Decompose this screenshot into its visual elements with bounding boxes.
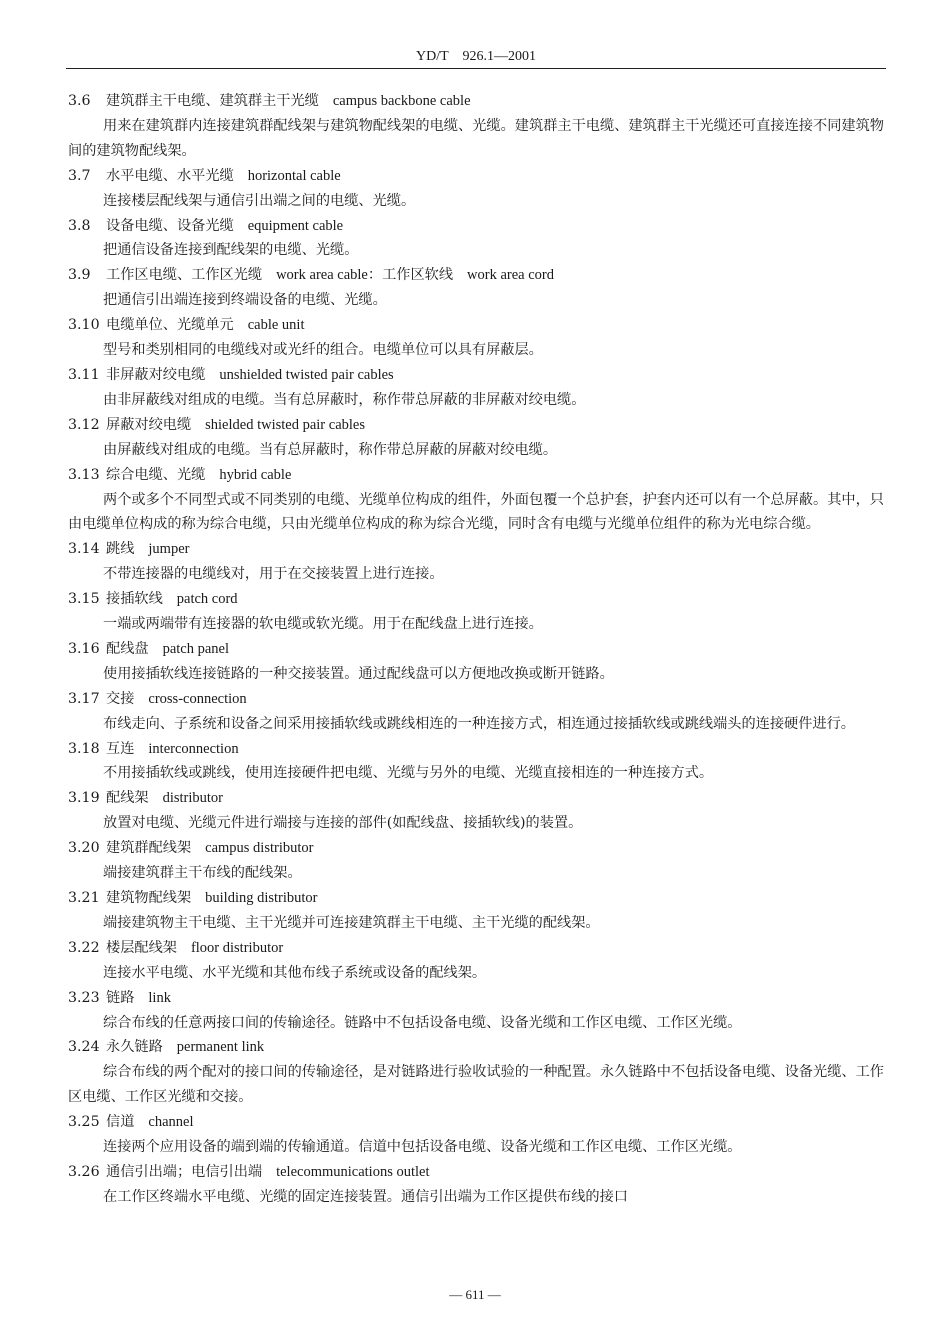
term-heading xyxy=(68,413,884,438)
term-definition: 由屏蔽线对组成的电缆。当有总屏蔽时，称作带总屏蔽的屏蔽对绞电缆。 xyxy=(103,441,558,458)
term-heading xyxy=(68,587,884,612)
term-number: 3.12 xyxy=(68,416,100,433)
term-number: 3.7 xyxy=(68,167,91,184)
term-number: 3.13 xyxy=(68,466,100,483)
term-heading xyxy=(68,214,884,239)
term-number: 3.24 xyxy=(68,1039,100,1056)
term-number: 3.26 xyxy=(68,1163,100,1180)
page-footer xyxy=(0,1284,950,1306)
term-chinese: 电缆单位、光缆单元 xyxy=(106,317,234,334)
term-english: interconnection xyxy=(148,740,239,757)
term-chinese: 互连 xyxy=(106,740,135,757)
term-chinese: 建筑物配线架 xyxy=(106,890,192,906)
term-chinese: 配线架 xyxy=(106,790,149,807)
term-definition: 不用接插软线或跳线，使用连接硬件把电缆、光缆与另外的电缆、光缆直接相连的一种连接方式。 xyxy=(103,765,714,782)
term-number: 3.10 xyxy=(68,317,100,334)
document-code: YD/T 926.1—2001 xyxy=(416,49,536,64)
page-number: — 611 — xyxy=(449,1287,501,1302)
term-number: 3.19 xyxy=(68,790,100,807)
term-english: campus backbone cable xyxy=(332,93,471,109)
term-separator: ： xyxy=(367,267,383,284)
term-english: telecommunications outlet xyxy=(276,1163,430,1180)
term-heading xyxy=(68,637,884,662)
term-chinese: 通信引出端；电信引出端 xyxy=(106,1163,263,1180)
term-chinese: 跳线 xyxy=(106,541,135,558)
term-chinese: 设备电缆、设备光缆 xyxy=(106,217,234,234)
term-english: campus distributor xyxy=(205,840,314,857)
term-heading xyxy=(68,986,884,1011)
term-definition: 布线走向、子系统和设备之间采用接插软线或跳线相连的一种连接方式，相连通过接插软线或跳线端头的连接硬件进行。 xyxy=(103,715,855,732)
terms-content xyxy=(68,89,884,1210)
term-number: 3.9 xyxy=(68,267,91,284)
term-english: channel xyxy=(148,1114,194,1131)
term-english: shielded twisted pair cables xyxy=(205,416,365,433)
term-chinese: 永久链路 xyxy=(106,1039,163,1056)
term-heading xyxy=(68,263,884,288)
term-heading xyxy=(68,313,884,338)
term-chinese: 非屏蔽对绞电缆 xyxy=(106,366,206,383)
term-chinese: 水平电缆、水平光缆 xyxy=(106,167,234,184)
term-heading xyxy=(68,737,884,762)
term-heading xyxy=(68,164,884,189)
term-definition: 连接水平电缆、水平光缆和其他布线子系统或设备的配线架。 xyxy=(103,964,487,981)
term-chinese: 交接 xyxy=(106,690,135,707)
term-chinese: 信道 xyxy=(106,1114,135,1131)
term-english: link xyxy=(148,989,171,1006)
term-english: unshielded twisted pair cables xyxy=(219,366,394,383)
term-english: permanent link xyxy=(176,1039,265,1056)
term-english: patch panel xyxy=(162,640,230,657)
term-heading xyxy=(68,1110,884,1135)
term-english: building distributor xyxy=(205,890,318,906)
term-chinese: 楼层配线架 xyxy=(106,939,177,956)
term-english: work area cable xyxy=(276,267,368,284)
term-heading xyxy=(68,936,884,961)
term-chinese: 建筑群主干电缆、建筑群主干光缆 xyxy=(106,93,319,109)
term-english: hybrid cable xyxy=(219,466,292,483)
term-english: cross-connection xyxy=(148,690,247,707)
term-definition: 用来在建筑群内连接建筑群配线架与建筑物配线架的电缆、光缆。建筑群主干电缆、建筑群主干光缆还可直接连接不同建筑物间的建筑物配线架。 xyxy=(68,117,884,159)
term-definition: 两个或多个不同型式或不同类别的电缆、光缆单位构成的组件，外面包覆一个总护套，护套内还可以有一个总屏蔽。其中，只由电缆单位构成的称为综合电缆，只由光缆单位构成的称为综合光缆，同时含有电缆与光缆单位组件的称为光电综合缆。 xyxy=(68,491,884,533)
term-definition: 综合布线的两个配对的接口间的传输途径，是对链路进行验收试验的一种配置。永久链路中不包括设备电缆、设备光缆、工作区电缆、工作区光缆和交接。 xyxy=(68,1064,884,1106)
term-definition: 综合布线的任意两接口间的传输途径。链路中不包括设备电缆、设备光缆和工作区电缆、工作区光缆。 xyxy=(103,1014,742,1031)
term-heading xyxy=(68,363,884,388)
term-number: 3.11 xyxy=(68,366,100,383)
term-heading xyxy=(68,786,884,811)
term-definition: 连接两个应用设备的端到端的传输通道。信道中包括设备电缆、设备光缆和工作区电缆、工作区光缆。 xyxy=(103,1139,742,1156)
term-english: floor distributor xyxy=(190,939,284,956)
term-english: horizontal cable xyxy=(247,167,341,184)
term-number: 3.21 xyxy=(68,890,100,906)
term-number: 3.17 xyxy=(68,690,100,707)
term-heading xyxy=(68,1160,884,1185)
term-english: distributor xyxy=(162,790,223,807)
term-definition: 在工作区终端水平电缆、光缆的固定连接装置。通信引出端为工作区提供布线的接口 xyxy=(103,1188,628,1205)
page-header xyxy=(66,46,886,68)
term-chinese: 建筑群配线架 xyxy=(106,840,192,857)
term-number: 3.15 xyxy=(68,591,100,608)
term-definition: 一端或两端带有连接器的软电缆或软光缆。用于在配线盘上进行连接。 xyxy=(103,616,543,633)
term-definition: 把通信设备连接到配线架的电缆、光缆。 xyxy=(103,242,359,259)
term-definition: 连接楼层配线架与通信引出端之间的电缆、光缆。 xyxy=(103,192,416,209)
term-definition: 型号和类别相同的电缆线对或光纤的组合。电缆单位可以具有屏蔽层。 xyxy=(103,342,543,359)
term-english: cable unit xyxy=(247,317,305,334)
term-definition: 把通信引出端连接到终端设备的电缆、光缆。 xyxy=(103,292,387,309)
term-heading xyxy=(68,886,884,911)
term-number: 3.6 xyxy=(68,93,91,109)
term-number: 3.18 xyxy=(68,740,100,757)
term-definition: 端接建筑物主干电缆、主干光缆并可连接建筑群主干电缆、主干光缆的配线架。 xyxy=(103,914,600,931)
term-definition: 由非屏蔽线对组成的电缆。当有总屏蔽时，称作带总屏蔽的非屏蔽对绞电缆。 xyxy=(103,391,586,408)
term-chinese: 屏蔽对绞电缆 xyxy=(106,416,192,433)
term-number: 3.14 xyxy=(68,541,100,558)
term-heading xyxy=(68,1035,884,1060)
term-heading xyxy=(68,89,884,114)
term-chinese: 配线盘 xyxy=(106,640,149,657)
term-english: equipment cable xyxy=(247,217,344,234)
term-number: 3.23 xyxy=(68,989,100,1006)
term-definition: 端接建筑群主干布线的配线架。 xyxy=(103,865,302,882)
term-heading xyxy=(68,537,884,562)
term-english: patch cord xyxy=(176,591,238,608)
term-heading xyxy=(68,687,884,712)
term-chinese: 工作区电缆、工作区光缆 xyxy=(106,267,263,284)
term-definition: 不带连接器的电缆线对，用于在交接装置上进行连接。 xyxy=(103,566,444,583)
term-chinese: 综合电缆、光缆 xyxy=(106,466,206,483)
term-number: 3.16 xyxy=(68,640,100,657)
term-english-alt: work area cord xyxy=(467,267,554,284)
header-rule xyxy=(66,68,886,69)
term-chinese-alt: 工作区软线 xyxy=(382,267,454,284)
term-number: 3.22 xyxy=(68,939,100,956)
term-number: 3.25 xyxy=(68,1114,100,1131)
term-heading xyxy=(68,463,884,488)
term-heading xyxy=(68,836,884,861)
term-english: jumper xyxy=(148,541,190,558)
term-definition: 使用接插软线连接链路的一种交接装置。通过配线盘可以方便地改换或断开链路。 xyxy=(103,665,614,682)
term-chinese: 接插软线 xyxy=(106,591,163,608)
term-number: 3.8 xyxy=(68,217,91,234)
term-number: 3.20 xyxy=(68,840,100,857)
term-chinese: 链路 xyxy=(106,989,135,1006)
term-definition: 放置对电缆、光缆元件进行端接与连接的部件(如配线盘、接插软线)的装置。 xyxy=(103,815,583,832)
